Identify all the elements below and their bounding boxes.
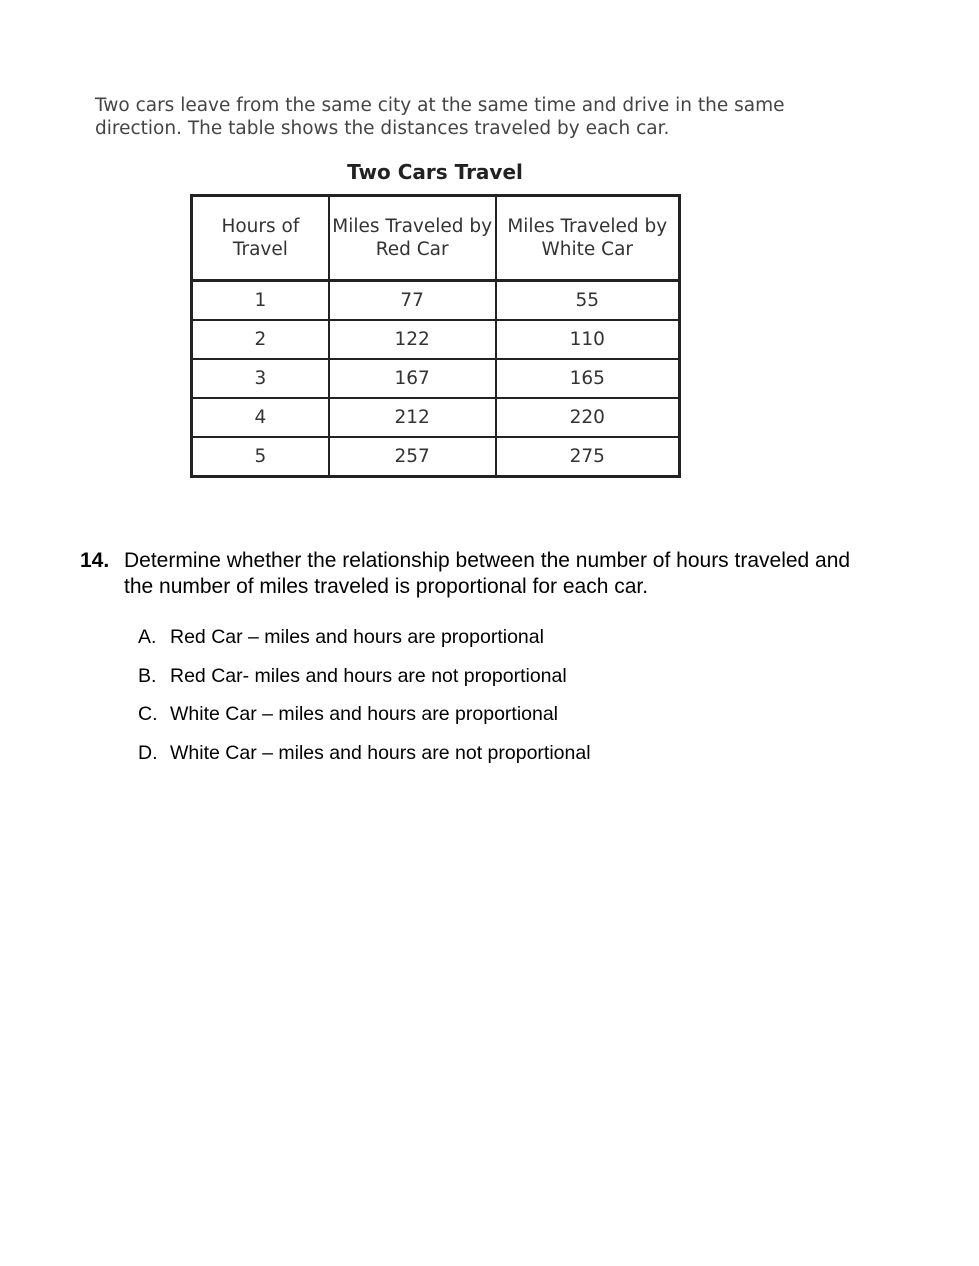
cell-hours: 1 — [192, 281, 329, 321]
header-white-car: Miles Traveled by White Car — [496, 196, 680, 281]
choice-text: White Car – miles and hours are proportional — [170, 703, 559, 725]
table-row — [192, 437, 680, 477]
choice-b[interactable] — [138, 663, 591, 702]
table-row — [192, 320, 680, 359]
choice-letter: B. — [138, 664, 157, 687]
intro-text: Two cars leave from the same city at the same time and drive in the same direction. The table shows the distances traveled by each car. — [95, 95, 785, 139]
cell-hours: 4 — [192, 398, 329, 437]
cell-hours: 3 — [192, 359, 329, 398]
cell-white-miles: 275 — [496, 437, 680, 477]
table-row — [192, 359, 680, 398]
cell-red-miles: 212 — [329, 398, 496, 437]
cell-hours: 2 — [192, 320, 329, 359]
answer-choices — [138, 624, 591, 778]
question-block — [80, 548, 880, 600]
choice-text: White Car – miles and hours are not proportional — [170, 741, 591, 764]
cell-white-miles: 110 — [496, 320, 680, 359]
cell-white-miles: 220 — [496, 398, 680, 437]
cell-red-miles: 167 — [329, 359, 496, 398]
choice-c[interactable] — [138, 701, 591, 740]
table-row — [192, 281, 680, 321]
table-row — [192, 398, 680, 437]
header-red-car: Miles Traveled by Red Car — [329, 196, 496, 281]
choice-d[interactable] — [138, 740, 591, 779]
table-header-row — [192, 196, 680, 281]
cell-white-miles: 55 — [496, 281, 680, 321]
table-title: Two Cars Travel — [347, 160, 523, 184]
cell-red-miles: 257 — [329, 437, 496, 477]
cell-red-miles: 122 — [329, 320, 496, 359]
choice-letter: D. — [138, 741, 158, 764]
travel-table — [190, 194, 681, 478]
choice-letter: A. — [138, 626, 157, 648]
cell-red-miles: 77 — [329, 281, 496, 321]
choice-text: Red Car – miles and hours are proportional — [170, 626, 544, 648]
header-hours: Hours of Travel — [192, 196, 329, 281]
cell-white-miles: 165 — [496, 359, 680, 398]
choice-a[interactable] — [138, 624, 591, 663]
cell-hours: 5 — [192, 437, 329, 477]
choice-letter: C. — [138, 703, 158, 725]
question-number: 14. — [80, 549, 110, 572]
choice-text: Red Car- miles and hours are not proportional — [170, 664, 567, 687]
question-text: Determine whether the relationship between the number of hours traveled and the number of miles traveled is proportional for each car. — [124, 549, 851, 598]
